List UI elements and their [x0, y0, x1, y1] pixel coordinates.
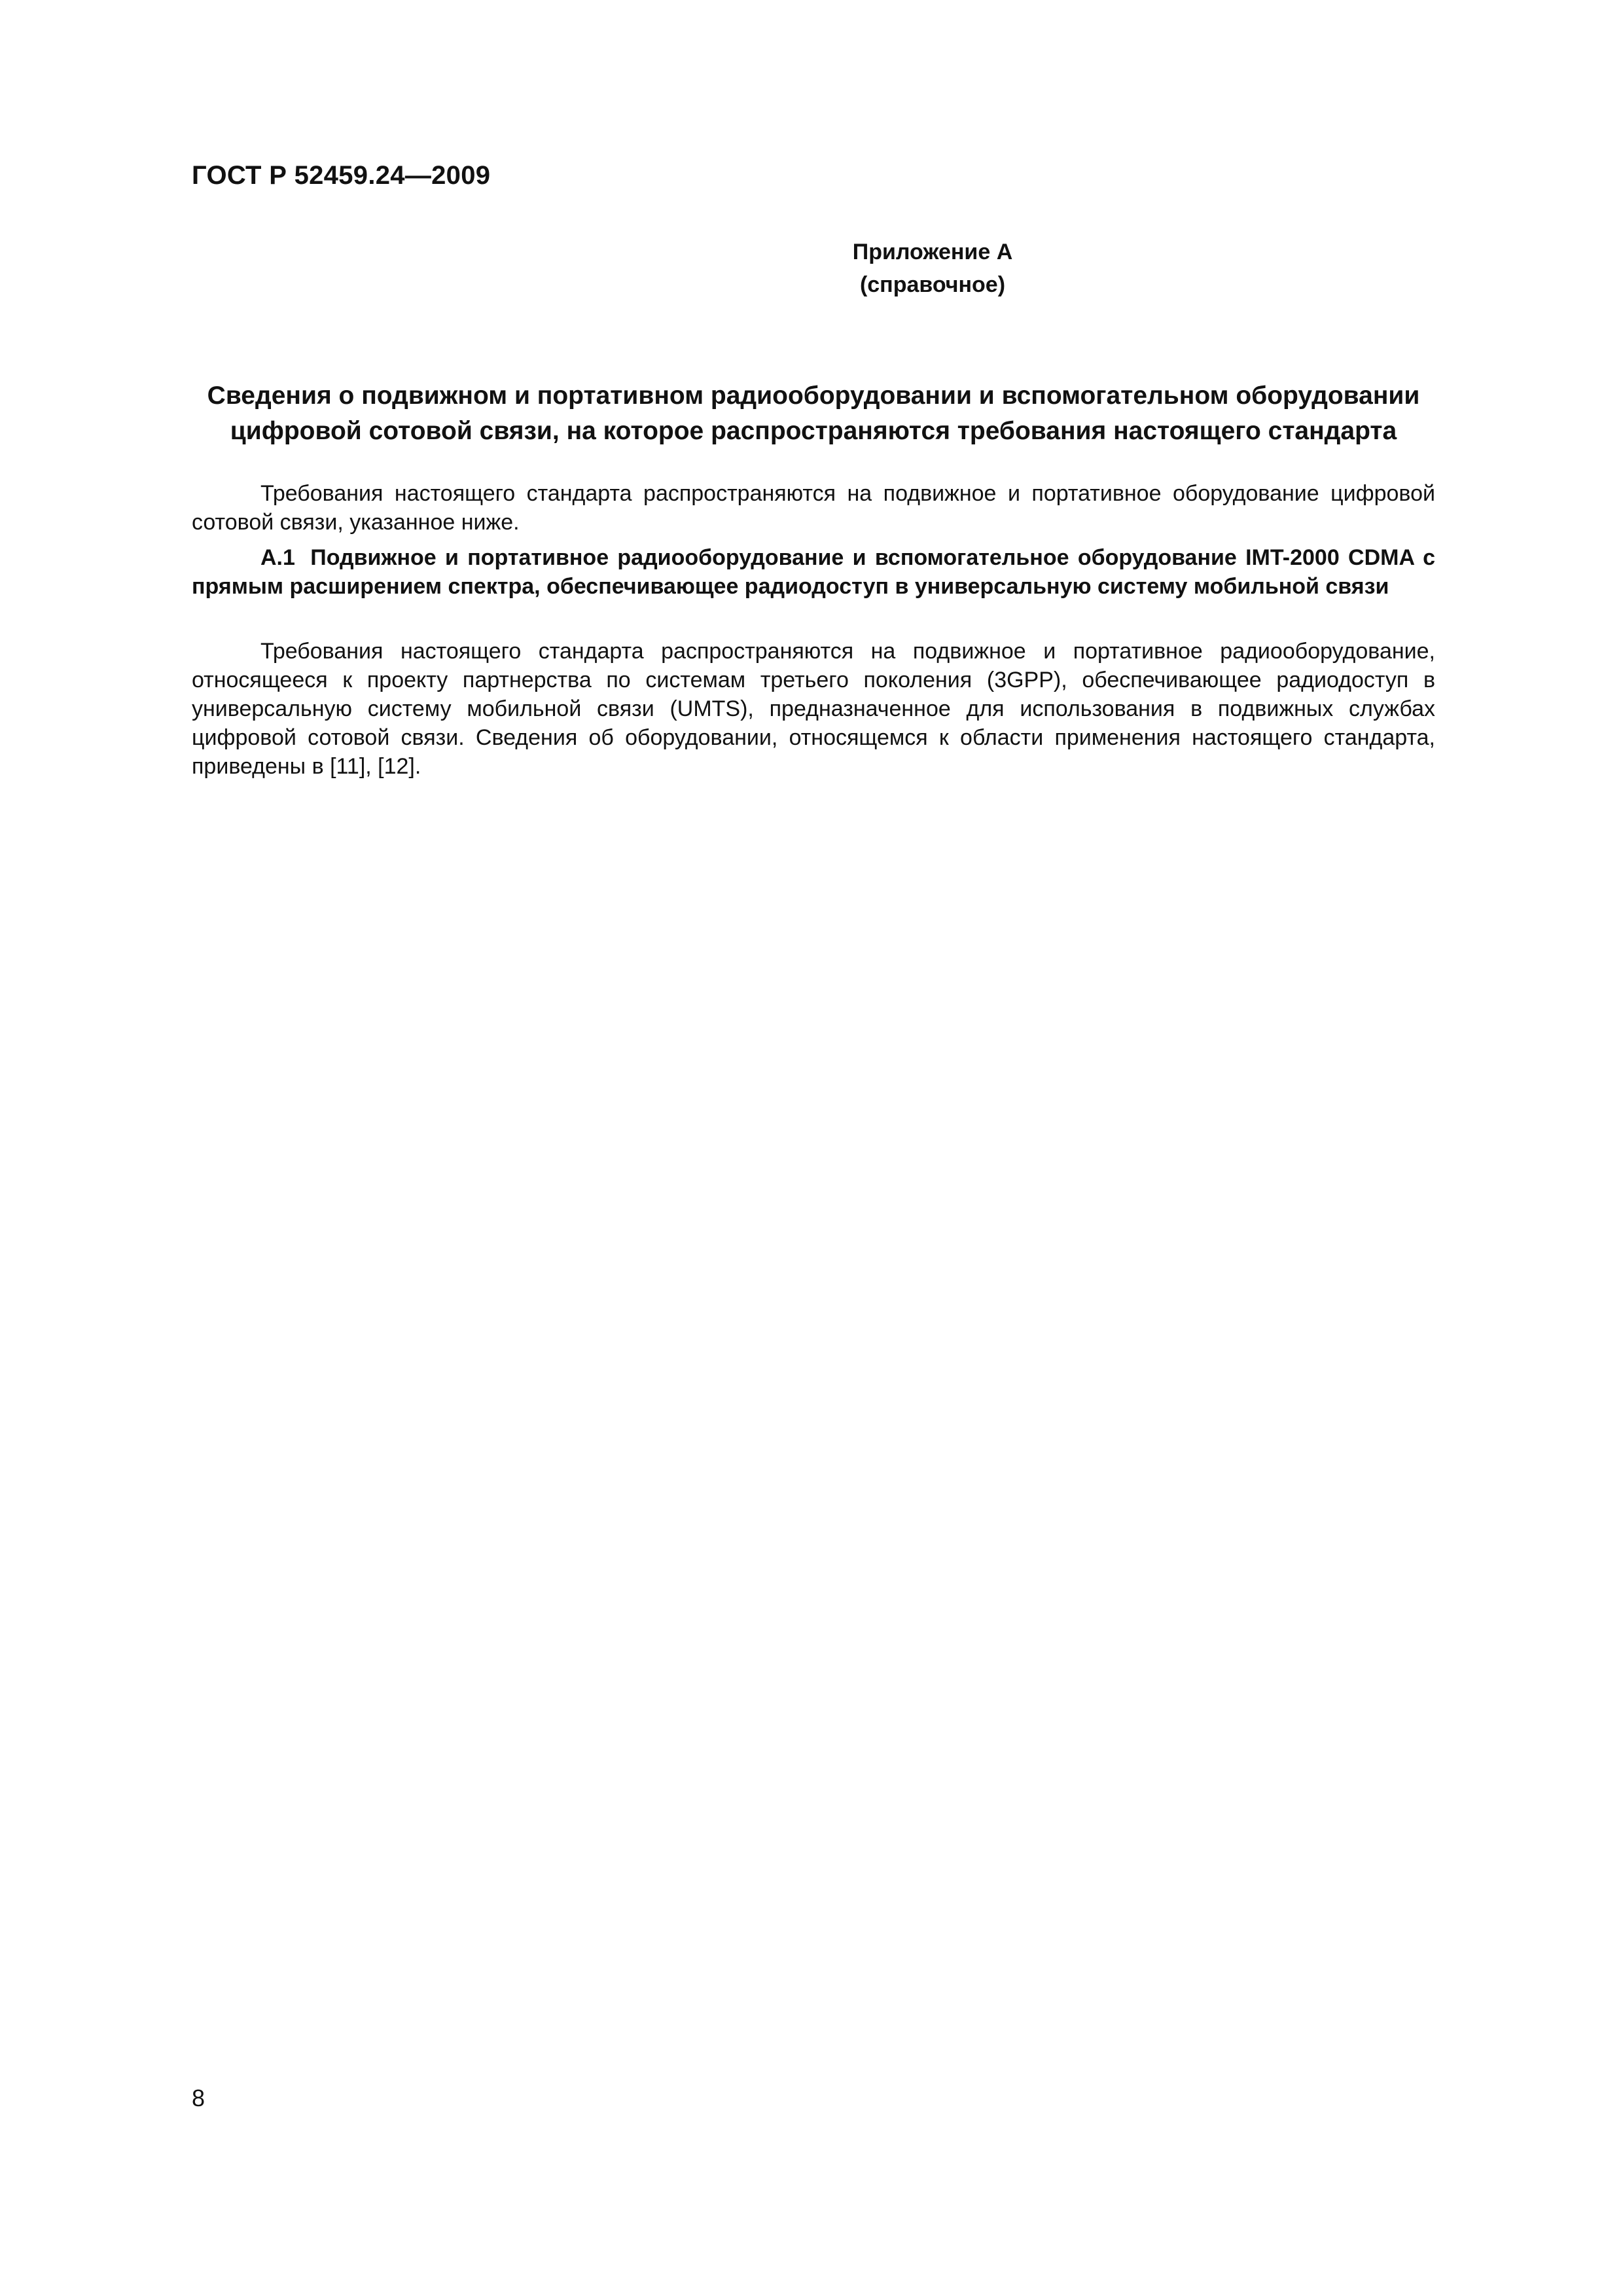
section-paragraph: Требования настоящего стандарта распространяются на подвижное и портативное радиооборудование, относящееся к проекту партнерства по системам третьего поколения (3GPP), обеспечивающее радиодоступ в универсальную систему мобильной связи (UMTS), предназначенное для использования в подвижных службах цифровой сотовой связи. Сведения об оборудовании, относящемся к области применения настоящего стандарта, приведены в [11], [12].	[192, 639, 1435, 779]
annex-heading	[654, 236, 1211, 301]
intro-paragraph: Требования настоящего стандарта распространяются на подвижное и портативное оборудование цифровой сотовой связи, указанное ниже.	[192, 481, 1435, 535]
document-code: ГОСТ Р 52459.24—2009	[192, 161, 491, 190]
section-number: А.1	[260, 545, 295, 570]
page-number: 8	[192, 2085, 205, 2111]
annex-title: Сведения о подвижном и портативном радиооборудовании и вспомогательном оборудовании цифровой сотовой связи, на которое распространяются требования настоящего стандарта	[207, 382, 1420, 445]
section-heading	[192, 543, 1435, 601]
annex-status: (справочное)	[859, 272, 1006, 297]
section-heading-text: Подвижное и портативное радиооборудование и вспомогательное оборудование IMT-2000 CDMA с прямым расширением спектра, обеспечивающее радиодоступ в универсальную систему мобильной связи	[192, 545, 1435, 599]
annex-label: Приложение А	[852, 240, 1013, 264]
